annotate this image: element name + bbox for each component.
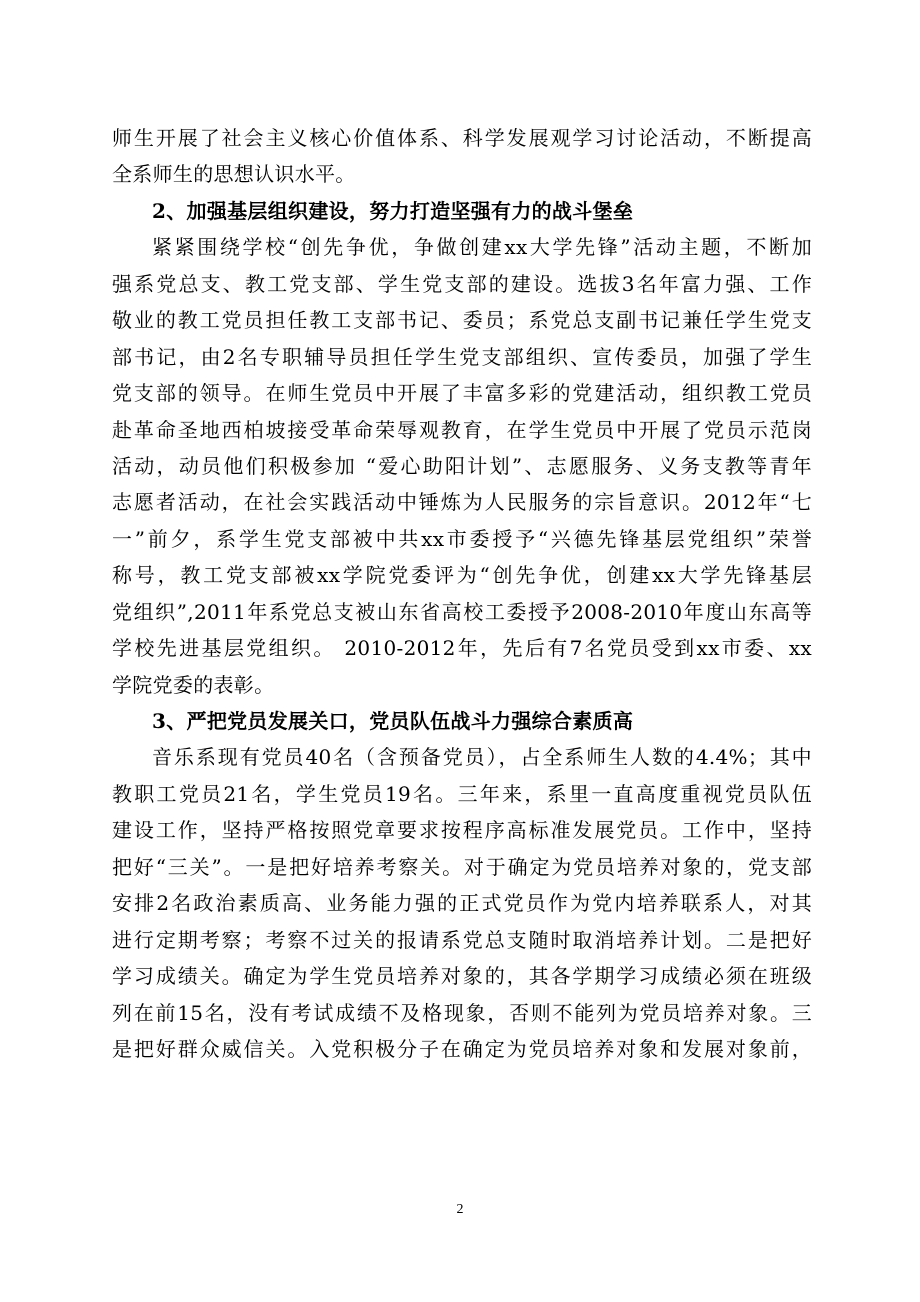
text-line: 列在前15名，没有考试成绩不及格现象，否则不能列为党员培养对象。三: [112, 1000, 812, 1025]
text-line: 一”前夕，系学生党支部被中共xx市委授予“兴德先锋基层党组织”荣誉: [112, 526, 812, 551]
section-heading: 3、严把党员发展关口，党员队伍战斗力强综合素质高: [152, 709, 634, 733]
body-text: [112, 120, 812, 1067]
text-line: 部书记，由2名专职辅导员担任学生党支部组织、宣传委员，加强了学生: [112, 344, 812, 369]
text-line: 敬业的教工党员担任教工支部书记、委员；系党总支副书记兼任学生党支: [112, 308, 812, 333]
text-line: 师生开展了社会主义核心价值体系、科学发展观学习讨论活动，不断提高: [112, 126, 812, 150]
text-line: 志愿者活动，在社会实践活动中锤炼为人民服务的宗旨意识。2012年“七: [112, 490, 812, 515]
text-line: 安排2名政治素质高、业务能力强的正式党员作为党内培养联系人，对其: [112, 891, 812, 916]
text-line: 强系党总支、教工党支部、学生党支部的建设。选拔3名年富力强、工作: [112, 271, 812, 296]
text-line: 学校先进基层党组织。 2010-2012年，先后有7名党员受到xx市委、xx: [112, 636, 812, 661]
text-line: 是把好群众威信关。入党积极分子在确定为党员培养对象和发展对象前，: [112, 1036, 812, 1061]
text-line: 全系师生的思想认识水平。: [112, 162, 356, 187]
text-line: 音乐系现有党员40名（含预备党员），占全系师生人数的4.4%；其中: [152, 745, 812, 770]
text-line: 活动，动员他们积极参加 “爱心助阳计划”、志愿服务、义务支教等青年: [112, 453, 812, 478]
text-line: 学习成绩关。确定为学生党员培养对象的，其各学期学习成绩必须在班级: [112, 964, 812, 989]
text-line: 教职工党员21名，学生党员19名。三年来，系里一直高度重视党员队伍: [112, 781, 812, 806]
text-line: 称号，教工党支部被xx学院党委评为“创先争优，创建xx大学先锋基层: [112, 563, 812, 588]
text-line: 赴革命圣地西柏坡接受革命荣辱观教育，在学生党员中开展了党员示范岗: [112, 417, 812, 442]
section-heading: 2、加强基层组织建设，努力打造坚强有力的战斗堡垒: [152, 198, 634, 223]
text-line: 紧紧围绕学校“创先争优，争做创建xx大学先锋”活动主题，不断加: [152, 235, 812, 260]
text-line: 进行定期考察；考察不过关的报请系党总支随时取消培养计划。二是把好: [112, 927, 812, 952]
text-line: 党支部的领导。在师生党员中开展了丰富多彩的党建活动，组织教工党员: [112, 381, 812, 406]
text-line: 建设工作，坚持严格按照党章要求按程序高标准发展党员。工作中，坚持: [112, 818, 812, 843]
text-line: 党组织”,2011年系党总支被山东省高校工委授予2008-2010年度山东高等: [112, 599, 812, 624]
text-line: 学院党委的表彰。: [112, 672, 275, 697]
text-line: 把好“三关”。一是把好培养考察关。对于确定为党员培养对象的，党支部: [112, 854, 812, 879]
page-number: 2: [456, 1202, 464, 1217]
